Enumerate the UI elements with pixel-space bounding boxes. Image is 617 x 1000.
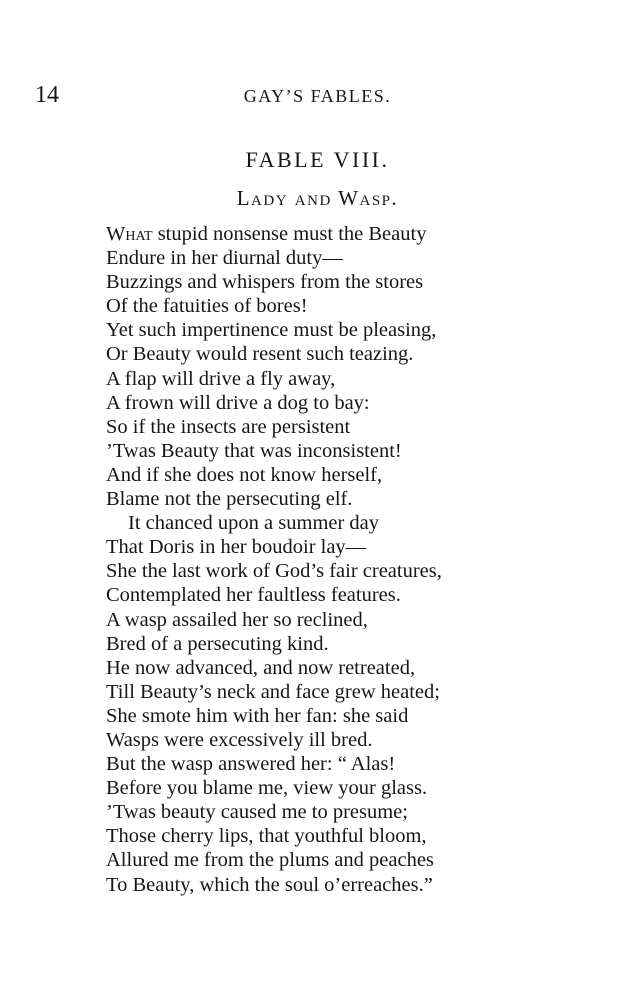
poem-line: ’Twas beauty caused me to presume; [106, 801, 408, 824]
poem-line: Of the fatuities of bores! [106, 295, 308, 318]
poem-line: And if she does not know herself, [106, 463, 383, 486]
poem-line: A frown will drive a dog to bay: [106, 391, 370, 414]
poem-line: Yet such impertinence must be pleasing, [106, 319, 437, 342]
running-head: GAY’S FABLES. [243, 86, 392, 106]
poem-line: A flap will drive a fly away, [106, 367, 336, 390]
poem-line: Till Beauty’s neck and face grew heated; [106, 680, 440, 703]
poem-line: Allured me from the plums and peaches [106, 849, 434, 872]
poem-line: Before you blame me, view your glass. [106, 777, 428, 800]
poem-line: Buzzings and whispers from the stores [106, 271, 424, 294]
page-number: 14 [35, 82, 59, 108]
poem-line [106, 222, 586, 246]
poem-line: But the wasp answered her: “ Alas! [106, 753, 396, 776]
poem-line: A wasp assailed her so reclined, [106, 608, 368, 631]
poem-line: Wasps were excessively ill bred. [106, 728, 373, 751]
poem-line: She the last work of God’s fair creatures, [106, 560, 442, 583]
poem-line: Blame not the persecuting elf. [106, 488, 353, 511]
poem-line: She smote him with her fan: she said [106, 704, 409, 727]
poem-line: He now advanced, and now retreated, [106, 656, 416, 679]
poem-line: Contemplated her faultless features. [106, 584, 401, 607]
poem-first-line-rest: stupid nonsense must the Beauty [152, 223, 427, 245]
poem-line: It chanced upon a summer day [128, 512, 380, 535]
poem-line: Endure in her diurnal duty— [106, 247, 343, 270]
poem-line: Bred of a persecuting kind. [106, 632, 329, 655]
poem [106, 222, 586, 897]
fable-number: FABLE VIII. [245, 147, 390, 172]
poem-line: To Beauty, which the soul o’erreaches.” [106, 873, 433, 896]
poem-line: So if the insects are persistent [106, 415, 351, 438]
poem-first-word: What [106, 223, 153, 245]
poem-line: ’Twas Beauty that was inconsistent! [106, 439, 402, 462]
poem-line: Or Beauty would resent such teazing. [106, 343, 414, 366]
fable-title: Lady and Wasp. [236, 186, 399, 210]
poem-line: That Doris in her boudoir lay— [106, 536, 367, 559]
poem-line: Those cherry lips, that youthful bloom, [106, 825, 427, 848]
